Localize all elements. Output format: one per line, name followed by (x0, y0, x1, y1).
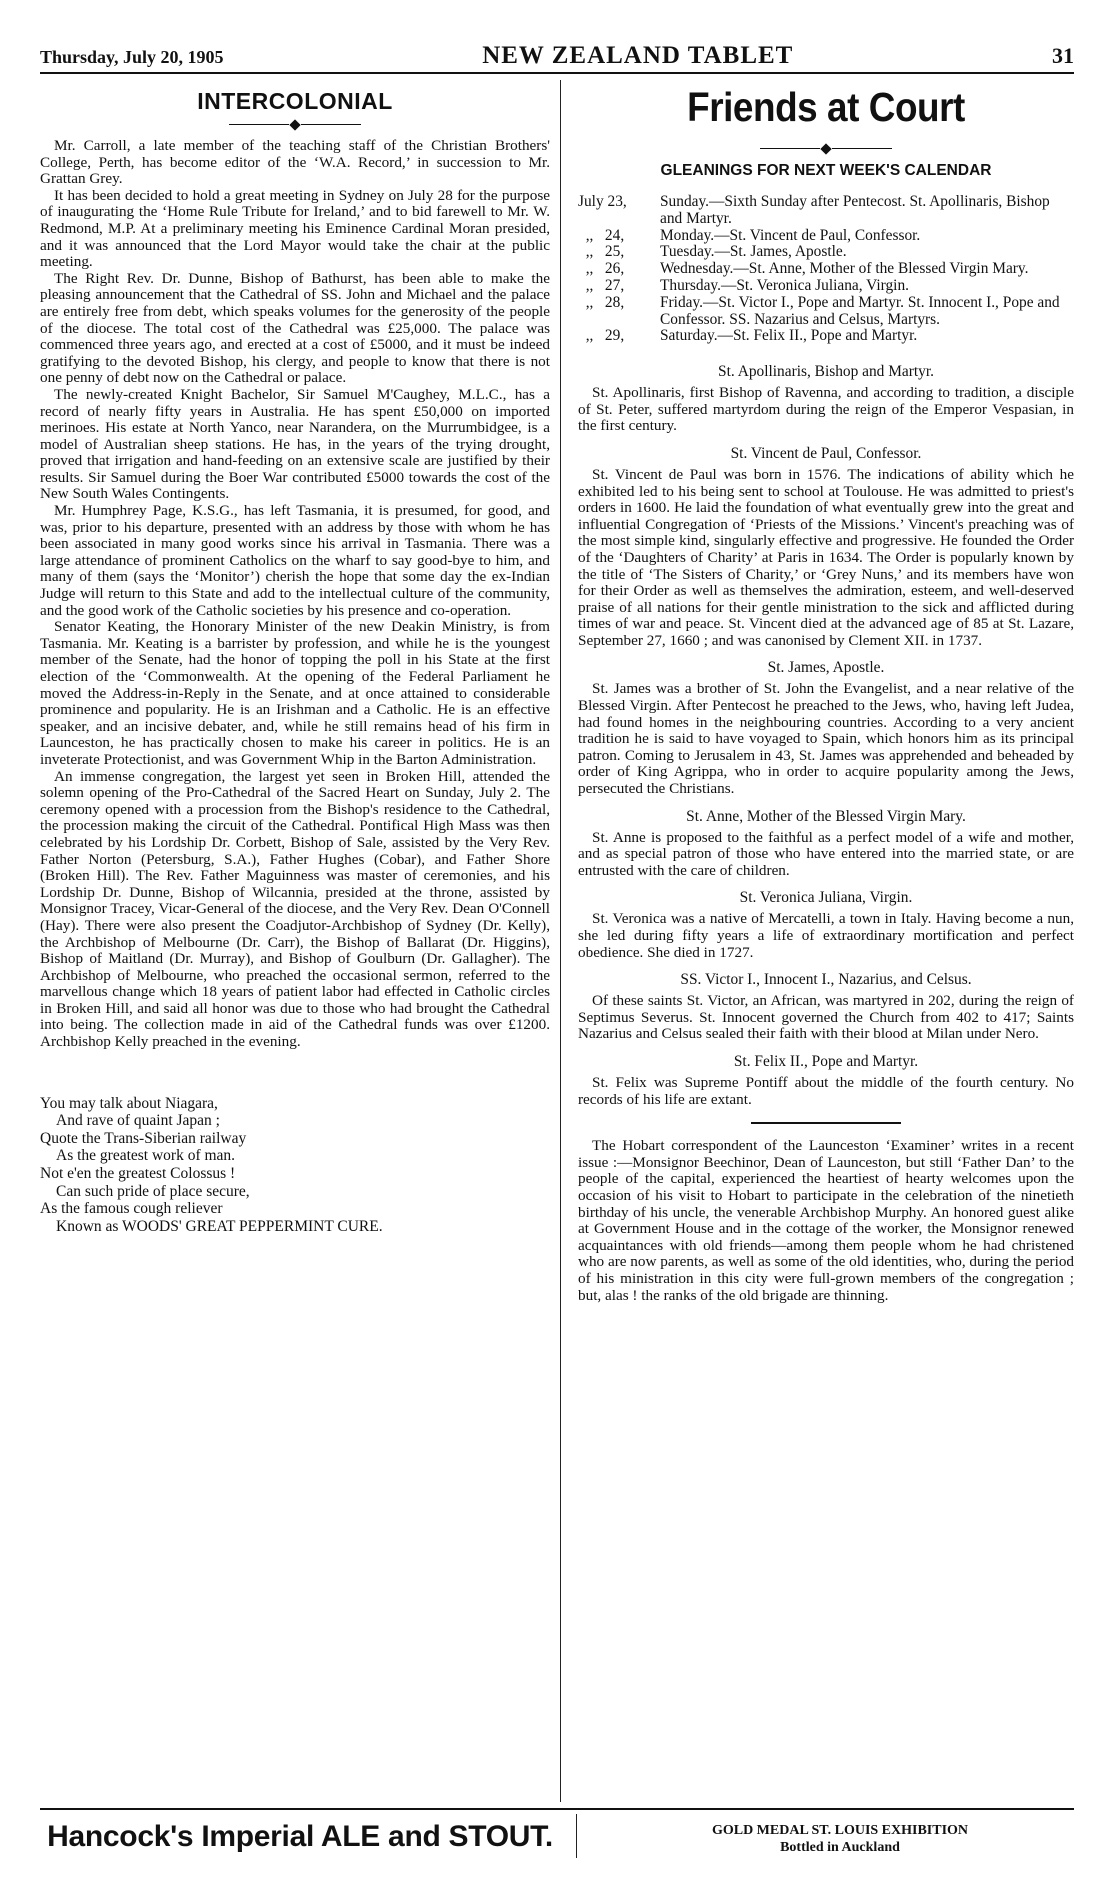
calendar-list (578, 194, 1074, 345)
column-divider (560, 80, 561, 1802)
calendar-date: ,, 27, (578, 276, 625, 294)
calendar-text: Friday.—St. Victor I., Pope and Martyr. St. Innocent I., Pope and Confessor. SS. Nazarius and Celsus, Martyrs. (660, 293, 1060, 328)
saint-heading: St. Anne, Mother of the Blessed Virgin Mary. (686, 807, 966, 825)
article-paragraph: Mr. Carroll, a late member of the teaching staff of the Christian Brothers' College, Perth, has become editor of the ‘W.A. Record,’ in succession to Mr. Grattan Grey. (40, 137, 550, 188)
saint-paragraph: St. Apollinaris, first Bishop of Ravenna, and according to tradition, a disciple of St. Peter, suffered martyrdom during the reign of the Emperor Vespasian, in the first century. (578, 384, 1074, 435)
gold-medal-line: GOLD MEDAL ST. LOUIS EXHIBITION (711, 1823, 969, 1838)
saint-paragraph: Of these saints St. Victor, an African, was martyred in 202, during the reign of Septimus Severus. St. Innocent governed the Church from 402 to 417; Saints Nazarius and Celsus sealed their faith with their blood at Milan under Nero. (578, 992, 1074, 1043)
calendar-date: ,, 24, (578, 226, 625, 244)
calendar-text: Thursday.—St. Veronica Juliana, Virgin. (660, 276, 909, 294)
saint-paragraph: St. Anne is proposed to the faithful as a perfect model of a wife and mother, and as special patron of those who have entered into the married state, or are entrusted with the care of children. (578, 828, 1074, 879)
article-paragraph: It has been decided to hold a great meeting in Sydney on July 28 for the purpose of inaugurating the ‘Home Rule Tribute for Ireland,’ and to bid farewell to Mr. W. Redmond, M.P. At a preliminary meeting his Eminence Cardinal Moran presided, and it was announced that the Lord Mayor would take the chair at the public meeting. (40, 186, 550, 271)
poem-line: As the greatest work of man. (56, 1147, 236, 1165)
article-paragraph: An immense congregation, the largest yet seen in Broken Hill, attended the solemn opening of the Pro-Cathedral of the Sacred Heart on Sunday, July 2. The ceremony opened with a procession from the Bishop's residence to the Cathedral, the procession making the circuit of the Cathedral. Pontifical High Mass was then celebrated by his Lordship Dr. Corbett, Bishop of Sale, assisted by the Very Rev. Father Norton (Petersburg, S.A.), Father Hughes (Cobar), and Father Shore (Broken Hill). The Rev. Father Maguinness was master of ceremonies, and his Lordship Dr. Dunne, Bishop of Wilcannia, presided at the throne, assisted by Monsignor Tracey, Vicar-General of the diocese, and the Very Rev. Dean O'Connell (Hay). There were also present the Coadjutor-Archbishop of Sydney (Dr. Kelly), the Archbishop of Melbourne (Dr. Carr), the Bishop of Ballarat (Dr. Higgins), Bishop of Maitland (Dr. Murray), and Bishop of Goulburn (Dr. Gallagher). The Archbishop of Melbourne, who preached the occasional sermon, referred to the marvellous change which 18 years of patient labor had effected in Catholic circles in Broken Hill, and said all honor was due to those who had brought the Cathedral into being. The collection made in aid of the Cathedral funds was over £1200. Archbishop Kelly preached in the evening. (40, 767, 550, 1051)
intercolonial-title: INTERCOLONIAL (197, 88, 393, 114)
article-paragraph: The Right Rev. Dr. Dunne, Bishop of Bathurst, has been able to make the pleasing announcement that the Cathedral of SS. John and Michael and the palace are entirely free from debt, which speaks volumes for the generosity of the people of the diocese. The total cost of the Cathedral was £25,000. The palace was commenced three years ago, and erected at a cost of £5000, and it must be indeed gratifying to the devoted Bishop, his clergy, and people to know that there is not one penny of debt now on the Cathedral or palace. (40, 269, 550, 387)
calendar-text: Tuesday.—St. James, Apostle. (660, 243, 847, 261)
poem-line: Can such pride of place secure, (56, 1182, 250, 1200)
title-ornament (578, 143, 1074, 154)
calendar-entry (578, 328, 1074, 345)
calendar-date: ,, 29, (578, 327, 625, 345)
calendar-text: Wednesday.—St. Anne, Mother of the Blessed Virgin Mary. (660, 260, 1029, 278)
calendar-text: Sunday.—Sixth Sunday after Pentecost. St. Apollinaris, Bishop and Martyr. (660, 193, 1050, 227)
left-column (40, 80, 550, 1235)
saint-heading: St. Apollinaris, Bishop and Martyr. (718, 363, 934, 381)
saint-heading: St. Vincent de Paul, Confessor. (730, 444, 922, 462)
saint-paragraph: St. Veronica was a native of Mercatelli, a town in Italy. Having become a nun, she led during fifty years a life of extraordinary mortification and perfect obedience. She died in 1727. (578, 910, 1074, 961)
poem-line: Known as WOODS' GREAT PEPPERMINT CURE. (56, 1217, 383, 1235)
hancocks-advertisement: Hancock's Imperial ALE and STOUT. (47, 1820, 553, 1853)
calendar-date: July 23, (578, 193, 627, 210)
poem-line: Quote the Trans-Siberian railway (40, 1129, 247, 1147)
article-paragraph: Senator Keating, the Honorary Minister of the new Deakin Ministry, is from Tasmania. Mr. Keating is a barrister by profession, and while he is the youngest member of the Senate, had the honor of topping the poll in his State at the first election of the ‘Commonwealth. At the opening of the Federal Parliament he moved the Address-in-Reply in the Senate, and at once attained to considerable prominence and popularity. He is an Irishman and a Catholic. He is an effective speaker, and an incisive debater, and, while he still remains head of his firm in Launceston, he has practically chosen to make his career in politics. He is an inveterate Protectionist, and was Government Whip in the Barton Administration. (40, 618, 550, 768)
section-divider (751, 1122, 901, 1124)
newspaper-title: NEW ZEALAND TABLET (482, 42, 794, 69)
saint-heading: St. Felix II., Pope and Martyr. (733, 1052, 919, 1070)
saint-heading: SS. Victor I., Innocent I., Nazarius, and Celsus. (680, 971, 972, 989)
saint-heading: St. Veronica Juliana, Virgin. (739, 889, 913, 907)
calendar-date: ,, 28, (578, 293, 625, 311)
issue-date: Thursday, July 20, 1905 (40, 47, 224, 67)
bottled-line: Bottled in Auckland (780, 1840, 900, 1855)
calendar-date: ,, 25, (578, 243, 625, 261)
poem-line: And rave of quaint Japan ; (56, 1112, 220, 1130)
footer-divider (576, 1814, 577, 1858)
poem-line: Not e'en the greatest Colossus ! (40, 1165, 236, 1183)
article-paragraph: The newly-created Knight Bachelor, Sir Samuel M'Caughey, M.L.C., has a record of nearly fifty years in Australia. He has spent £50,000 on imported merinoes. His estate at North Yanco, near Narandera, on the Murrumbidgee, is a model of Australian sheep stations. He has, in the years of the trying drought, proved that irrigation and hand-feeding on an extensive scale are justified by their results. Sir Samuel during the Boer War contributed £5000 towards the cost of the New South Wales Contingents. (40, 385, 550, 503)
title-ornament (40, 119, 550, 130)
calendar-entry (578, 278, 1074, 295)
calendar-entry (578, 194, 1074, 228)
saint-heading: St. James, Apostle. (767, 659, 885, 677)
hobart-paragraph: The Hobart correspondent of the Launceston ‘Examiner’ writes in a recent issue :—Monsignor Beechinor, Dean of Launceston, but still ‘Father Dan’ to the people of the capital, experienced the heartiest of hearty welcomes upon the occasion of his visit to Hobart to participate in the celebration of the ninetieth birthday of his uncle, the venerable Archbishop Murphy. An honored guest alike at Government House and in the cottage of the worker, the Monsignor renewed acquaintances with old friends—among them people whom he had christened who are now parents, as well as some of the old identities, who, during the period of his ministration in this city were full-grown members of the congregation ; but, alas ! the ranks of the old brigade are thinning. (578, 1137, 1075, 1304)
saint-paragraph: St. Vincent de Paul was born in 1576. The indications of ability which he exhibited led to his being sent to school at Toulouse. He was admitted to priest's orders in 1600. He laid the foundation of what eventually grew into the great and influential Congregation of ‘Priests of the Missions.’ Vincent's preaching was of the most simple kind, singularly effective and progressive. He founded the Order of the ‘Daughters of Charity’ at Paris in 1634. The Order is popularly known by the title of ‘The Sisters of Charity,’ or ‘Grey Nuns,’ and its members have won for their Order as well as themselves the admiration, esteem, and well-deserved praise of all nations for their gentle ministration to the sick and afflicted during times of war and peace. St. Vincent died at the advanced age of 85 at St. Lazare, September 27, 1660 ; and was canonised by Clement XII. in 1737. (578, 465, 1074, 649)
poem-line: As the famous cough reliever (40, 1200, 223, 1218)
friends-at-court-title: Friends at Court (687, 84, 965, 130)
calendar-date: ,, 26, (578, 260, 625, 278)
calendar-entry (578, 295, 1074, 329)
poem-line: You may talk about Niagara, (40, 1094, 218, 1112)
page-header (40, 34, 1074, 74)
calendar-entry (578, 261, 1074, 278)
calendar-entry (578, 228, 1074, 245)
calendar-entry (578, 244, 1074, 261)
calendar-text: Saturday.—St. Felix II., Pope and Martyr. (660, 327, 918, 345)
calendar-text: Monday.—St. Vincent de Paul, Confessor. (660, 226, 921, 244)
article-paragraph: Mr. Humphrey Page, K.S.G., has left Tasmania, it is presumed, for good, and was, prior to his departure, presented with an address by those with whom he has been associated in many good works since his arrival in Tasmania. There was a large attendance of prominent Catholics on the wharf to say good-bye to him, and many of them (says the ‘Monitor’) cherish the hope that some day the ex-Indian Judge will return to this State and add to the intellectual culture of the community, and the good work of the Catholic societies by his presence and co-operation. (40, 502, 550, 619)
page-number: 31 (1051, 43, 1074, 68)
footer-rule (40, 1808, 1074, 1810)
calendar-subtitle: GLEANINGS FOR NEXT WEEK'S CALENDAR (660, 162, 992, 179)
saint-paragraph: St. James was a brother of St. John the Evangelist, and a near relative of the Blessed Virgin. After Pentecost he preached to the Jews, who, having left Judea, had found homes in the neighbouring countries. According to a very ancient tradition he is said to have voyaged to Spain, which honors him as its principal patron. Coming to Jerusalem in 43, St. James was apprehended and beheaded by order of King Agrippa, who in order to acquire popularity among the Jews, persecuted the Christians. (578, 680, 1074, 798)
saint-paragraph: St. Felix was Supreme Pontiff about the middle of the fourth century. No records of his life are extant. (578, 1073, 1074, 1108)
advert-poem (40, 1095, 550, 1236)
right-column (578, 80, 1074, 1304)
gold-medal-advertisement (610, 1822, 1070, 1856)
